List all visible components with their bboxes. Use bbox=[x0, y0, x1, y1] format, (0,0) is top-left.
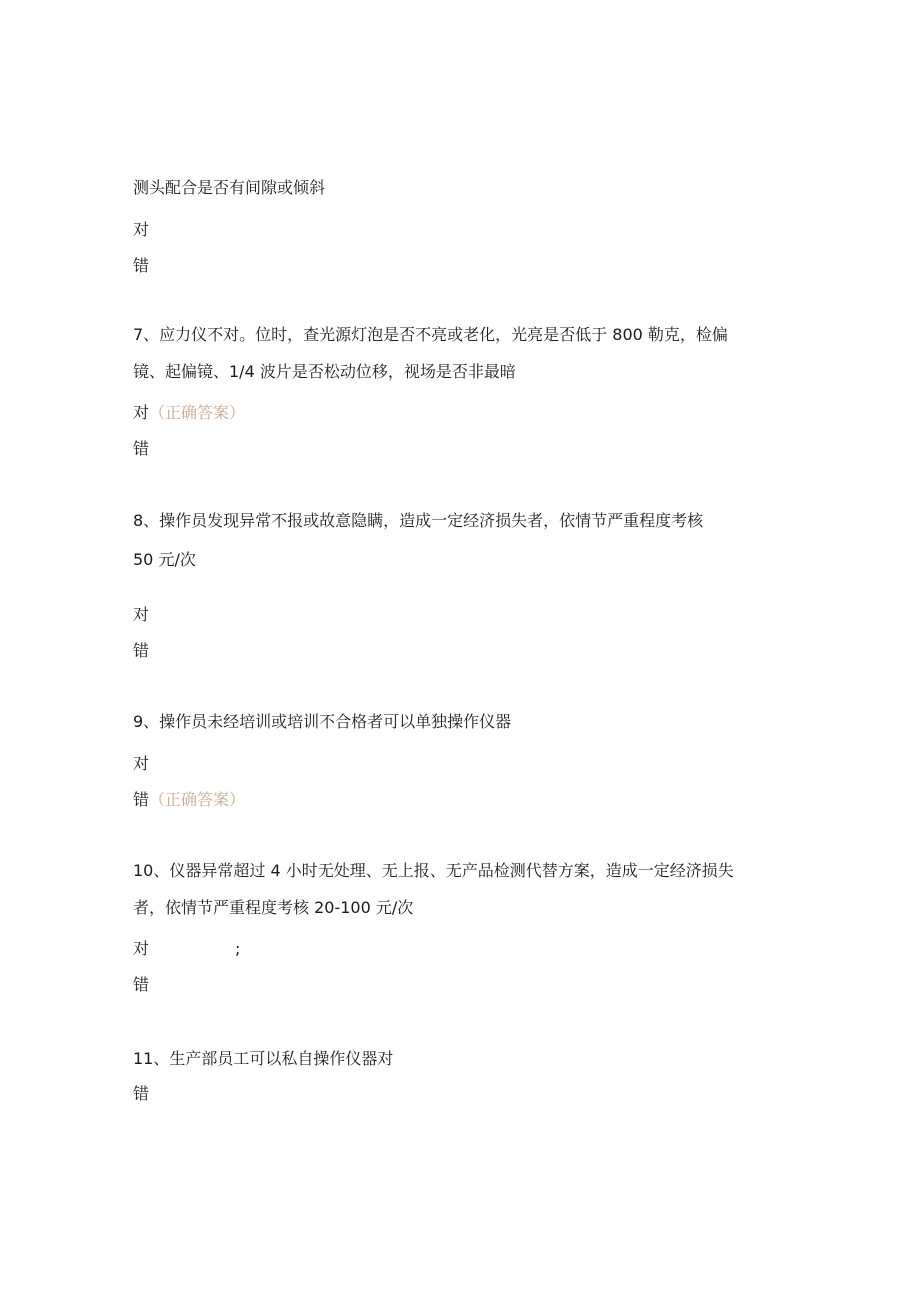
correct-answer-mark: （正确答案） bbox=[149, 403, 246, 422]
question-7-text-line-1: 7、应力仪不对。位时，查光源灯泡是否不亮或老化，光亮是否低于 800 勒克，检偏 bbox=[133, 325, 728, 344]
question-6-continuation: 测头配合是否有间隙或倾斜 bbox=[133, 178, 326, 197]
question-9-option-false[interactable] bbox=[133, 790, 245, 810]
question-6-option-false[interactable]: 错 bbox=[133, 256, 150, 275]
correct-answer-mark: （正确答案） bbox=[149, 790, 246, 809]
question-8-option-false[interactable]: 错 bbox=[133, 641, 150, 660]
question-10-option-true[interactable] bbox=[133, 939, 240, 959]
question-8-option-true[interactable]: 对 bbox=[133, 605, 150, 624]
question-8-text-line-2: 50 元/次 bbox=[133, 550, 196, 569]
question-10-text-line-2: 者，依情节严重程度考核 20-100 元/次 bbox=[133, 898, 414, 917]
option-label: 对 bbox=[133, 939, 150, 958]
question-8-text-line-1: 8、操作员发现异常不报或故意隐瞒，造成一定经济损失者，依情节严重程度考核 bbox=[133, 511, 704, 530]
option-label: 错 bbox=[133, 790, 150, 809]
question-9-text-line-1: 9、操作员未经培训或培训不合格者可以单独操作仪器 bbox=[133, 712, 512, 731]
question-7-option-true[interactable] bbox=[133, 403, 245, 423]
question-11-text-line-1: 11、生产部员工可以私自操作仪器对 bbox=[133, 1049, 394, 1068]
question-10-text-line-1: 10、仪器异常超过 4 小时无处理、无上报、无产品检测代替方案，造成一定经济损失 bbox=[133, 861, 734, 880]
question-7-text-line-2: 镜、起偏镜、1/4 波片是否松动位移，视场是否非最暗 bbox=[133, 362, 516, 381]
question-10-option-false[interactable]: 错 bbox=[133, 975, 150, 994]
question-7-option-false[interactable]: 错 bbox=[133, 439, 150, 458]
question-6-option-true[interactable]: 对 bbox=[133, 220, 150, 239]
question-11-option-false[interactable]: 错 bbox=[133, 1084, 150, 1103]
option-label: 对 bbox=[133, 403, 150, 422]
question-9-option-true[interactable]: 对 bbox=[133, 754, 150, 773]
option-extra-mark: ; bbox=[235, 939, 241, 958]
